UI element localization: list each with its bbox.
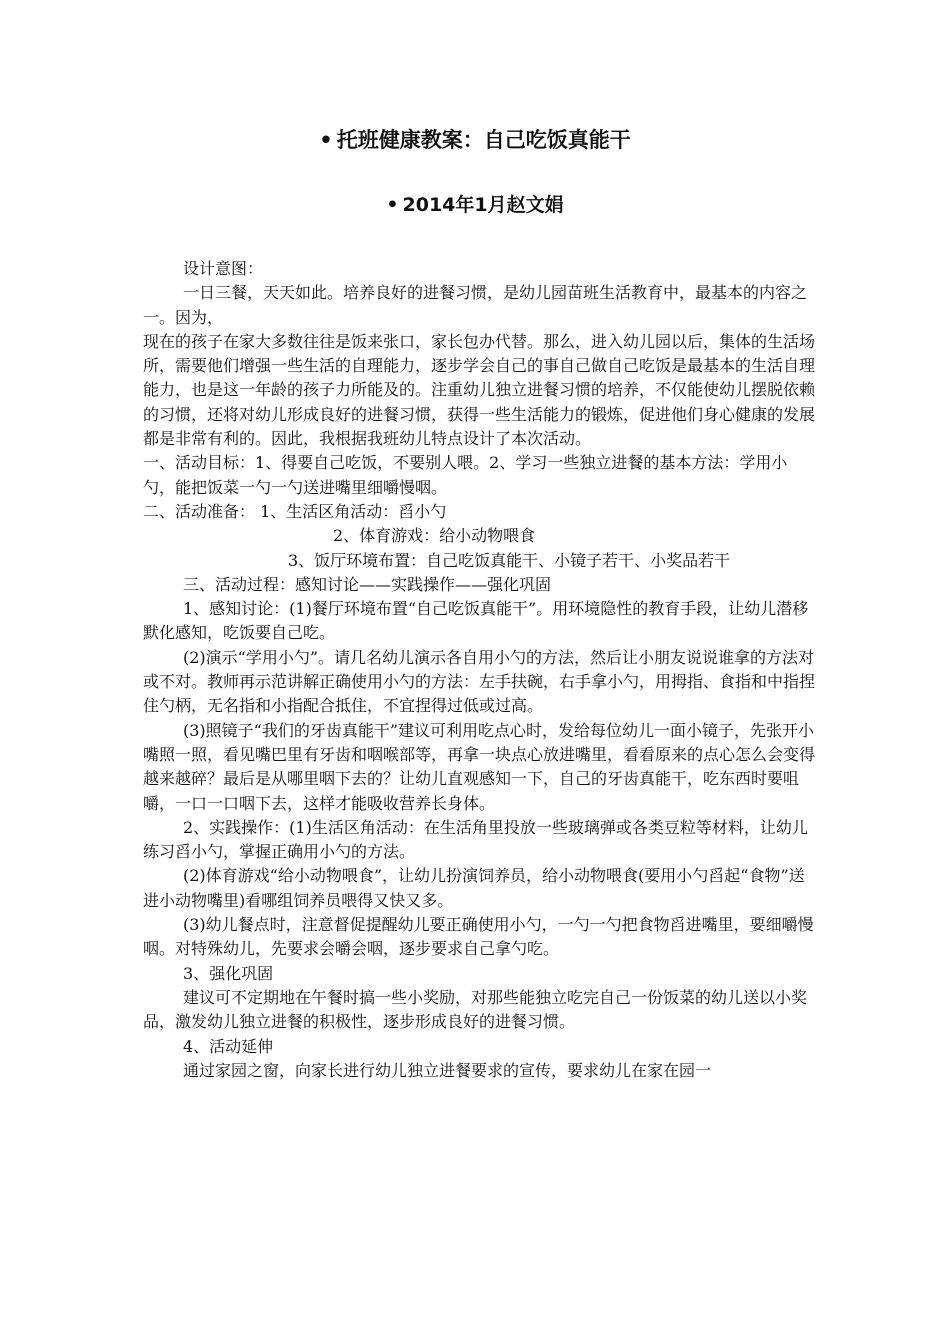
paragraph: (2)演示“学用小勺”。请几名幼儿演示各自用小勺的方法，然后让小朋友说说谁拿的方法对或不对。教师再示范讲解正确使用小勺的方法：左手扶碗，右手拿小勺，用拇指、食指和中指捏住勺柄，无名指和小指配合抵住，不宜捏得过低或过高。	[143, 647, 816, 716]
paragraph: 一日三餐，天天如此。培养良好的进餐习惯，是幼儿园苗班生活教育中，最基本的内容之一。因为，	[143, 283, 808, 327]
paragraph: (3)幼儿餐点时，注意督促提醒幼儿要正确使用小勺，一勺一勺把食物舀进嘴里，要细嚼慢咽。对特殊幼儿，先要求会嚼会咽，逐步要求自己拿勺吃。	[143, 915, 814, 959]
paragraph: 3、强化巩固	[183, 963, 274, 983]
paragraph: 现在的孩子在家大多数往往是饭来张口，家长包办代替。那么，进入幼儿园以后，集体的生活场所，需要他们增强一些生活的自理能力，逐步学会自己的事自己做自己吃饭是最基本的生活自理能力，也是这一年龄的孩子力所能及的。注重幼儿独立进餐习惯的培养，不仅能使幼儿摆脱依赖的习惯，还将对幼儿形成良好的进餐习惯，获得一些生活能力的锻炼，促进他们身心健康的发展都是非常有利的。因此，我根据我班幼儿特点设计了本次活动。	[143, 331, 816, 449]
paragraph: 三、活动过程：感知讨论——实践操作——强化巩固	[183, 574, 552, 594]
paragraph: 4、活动延伸	[183, 1036, 274, 1056]
document-title	[0, 124, 950, 154]
paragraph: (3)照镜子“我们的牙齿真能干”建议可利用吃点心时，发给每位幼儿一面小镜子，先张开小嘴照一照，看见嘴巴里有牙齿和咽喉部等，再拿一块点心放进嘴里，看看原来的点心怎么会变得越来越碎？最后是从哪里咽下去的？让幼儿直观感知一下，自己的牙齿真能干，吃东西时要咀嚼，一口一口咽下去，这样才能吸收营养长身体。	[143, 720, 816, 813]
paragraph: 建议可不定期地在午餐时搞一些小奖励，对那些能独立吃完自己一份饭菜的幼儿送以小奖品，激发幼儿独立进餐的积极性，逐步形成良好的进餐习惯。	[143, 987, 808, 1032]
bullet-icon: •	[319, 128, 333, 152]
paragraph: 2、实践操作：(1)生活区角活动：在生活角里投放一些玻璃弹或各类豆粒等材料，让幼儿练习舀小勺，掌握正确用小勺的方法。	[143, 817, 808, 862]
paragraph: (2)体育游戏“给小动物喂食”，让幼儿扮演饲养员，给小动物喂食(要用小勺舀起“食物”送进小动物嘴里)看哪组饲养员喂得又快又多。	[143, 866, 805, 910]
paragraph: 通过家园之窗，向家长进行幼儿独立进餐要求的宣传，要求幼儿在家在园一	[183, 1060, 712, 1080]
paragraph: 3、饭厅环境布置：自己吃饭真能干、小镜子若干、小奖品若干	[288, 550, 731, 570]
paragraph: 2、体育游戏：给小动物喂食	[333, 526, 536, 546]
bullet-icon: •	[386, 194, 399, 216]
subtitle-text: 2014年1月赵文娟	[402, 194, 564, 216]
paragraph: 二、活动准备： 1、生活区角活动：舀小勺	[143, 501, 447, 521]
document-body	[143, 257, 815, 1083]
document-subtitle	[0, 190, 950, 217]
paragraph: 设计意图：	[183, 259, 264, 278]
paragraph: 一、活动目标：1、得要自己吃饭，不要别人喂。2、学习一些独立进餐的基本方法：学用小勺，能把饭菜一勺一勺送进嘴里细嚼慢咽。	[143, 453, 788, 497]
title-text: 托班健康教案：自己吃饭真能干	[336, 128, 631, 152]
paragraph: 1、感知讨论：(1)餐厅环境布置“自己吃饭真能干”。用环境隐性的教育手段，让幼儿潜移默化感知，吃饭要自己吃。	[143, 599, 809, 643]
